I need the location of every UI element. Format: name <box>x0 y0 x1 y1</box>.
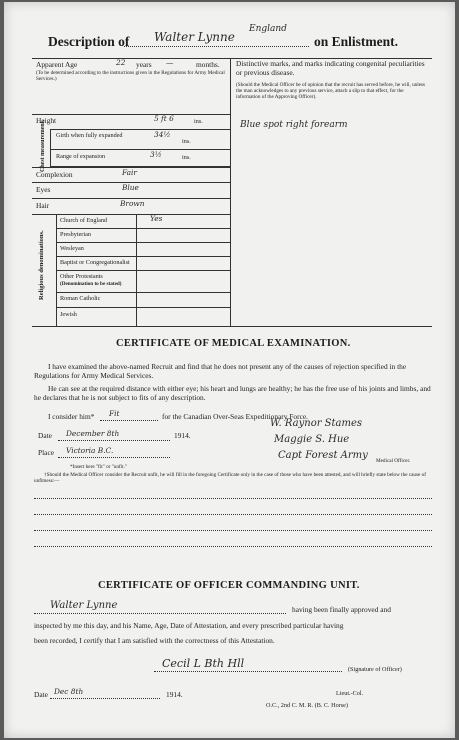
religion-row-rule <box>56 307 230 308</box>
chest-mid-rule <box>50 149 230 150</box>
officer-name-line <box>34 613 286 614</box>
religion-church-of-england-value: Yes <box>150 214 163 223</box>
fit-handwritten: Fit <box>109 409 120 418</box>
range-value: 3½ <box>150 150 162 159</box>
fit-unfit-note: *Insert here "fit" or "unfit." <box>70 464 128 470</box>
medical-officer-label: Medical Officer. <box>376 458 411 464</box>
name-line <box>124 46 309 47</box>
attestation-page <box>4 2 455 738</box>
unfit-cause-line-1 <box>34 498 432 499</box>
age-years-value: 22 <box>116 58 126 67</box>
unfit-cause-line-3 <box>34 530 432 531</box>
religion-row-rule <box>56 270 230 271</box>
medical-place-handwritten: Victoria B.C. <box>66 446 114 455</box>
religion-row-rule <box>56 228 230 229</box>
medical-paragraph-2: He can see at the required distance with either eye; his heart and lungs are healthy; he has the free use of his joints and limbs, and he declares that he is not subject to fits of any description. <box>34 384 431 402</box>
complexion-value: Fair <box>122 168 137 177</box>
hair-value: Brown <box>120 199 145 208</box>
religion-wesleyan: Wesleyan <box>60 245 84 252</box>
height-ins: ins. <box>194 118 203 125</box>
officer-date-line <box>50 698 160 699</box>
officer-certificate-heading: CERTIFICATE OF OFFICER COMMANDING UNIT. <box>98 580 360 591</box>
height-value: 5 ft 6 <box>154 114 174 123</box>
country-handwritten: England <box>249 24 287 34</box>
officer-date-label: Date <box>34 690 48 699</box>
officer-signature-line <box>154 671 342 672</box>
religious-denominations-side-label: Religious denominations. <box>38 230 45 300</box>
eyes-value: Blue <box>122 183 139 192</box>
eyes-label: Eyes <box>36 185 51 194</box>
medical-signature-line-3: Capt Forest Army <box>278 450 368 461</box>
medical-date-handwritten: December 8th <box>66 429 120 438</box>
years-label: years <box>136 60 152 69</box>
religion-row-rule <box>56 256 230 257</box>
religion-roman-catholic: Roman Catholic <box>60 295 101 302</box>
height-rule <box>32 114 230 115</box>
fit-line <box>100 420 158 421</box>
religion-other-protestants: Other Protestants <box>60 273 103 280</box>
recruit-name-handwritten: Walter Lynne <box>154 30 235 44</box>
officer-line-3: been recorded, I certify that I am satisfied with the correctness of this Attestation. <box>34 636 275 645</box>
unfit-cause-line-2 <box>34 514 432 515</box>
officer-signature-handwritten: Cecil L Bth Hll <box>162 657 245 670</box>
apparent-age-label: Apparent Age <box>36 60 78 69</box>
officer-rank: Lieut.-Col. <box>336 690 364 697</box>
religion-denomination-note: (Denomination to be stated) <box>60 281 122 287</box>
column-divider <box>230 58 231 326</box>
unfit-cause-note: †Should the Medical Officer consider the Recruit unfit, he will fill in the foregoing Certificate only in the case of those who have been attested, and will briefly state below the cause of unfitness:— <box>34 472 426 484</box>
distinctive-marks-note: (Should the Medical Officer be of opinion that the recruit has served before, he will, unless the man acknowledges to any previous service, attach a slip to that effect, for the information of the Approving Officer). <box>236 82 426 101</box>
age-months-value: — <box>166 58 174 67</box>
medical-certificate-heading: CERTIFICATE OF MEDICAL EXAMINATION. <box>116 338 351 349</box>
religion-church-of-england: Church of England <box>60 217 108 224</box>
medical-date-label: Date <box>38 431 52 440</box>
officer-date-handwritten: Dec 8th <box>54 687 84 696</box>
girth-label: Girth when fully expanded <box>56 132 123 139</box>
main-box-bottom-rule <box>32 326 432 327</box>
title-right: on Enlistment. <box>314 34 399 49</box>
range-label: Range of expansion <box>56 153 106 160</box>
officer-line-2: inspected by me this day, and his Name, Age, Date of Attestation, and every prescribed particular having <box>34 621 344 630</box>
months-label: months. <box>196 60 220 69</box>
place-line <box>58 457 170 458</box>
range-ins: ins. <box>182 154 191 161</box>
medical-year: 1914. <box>174 431 191 440</box>
religion-jewish: Jewish <box>60 311 77 318</box>
medical-paragraph-1: I have examined the above-named Recruit and find that he does not present any of the causes of rejection specified in the Regulations for Army Medical Services. <box>34 362 407 380</box>
girth-ins: ins. <box>182 138 191 145</box>
date-line <box>58 440 170 441</box>
officer-recruit-name-handwritten: Walter Lynne <box>50 600 118 611</box>
religion-presbyterian: Presbyterian <box>60 231 91 238</box>
hair-label: Hair <box>36 201 50 210</box>
medical-signature-line-1: W. Raynor Stames <box>270 418 363 429</box>
consider-him-label: I consider him* <box>48 412 95 421</box>
unfit-cause-line-4 <box>34 546 432 547</box>
medical-place-label: Place <box>38 448 55 457</box>
chest-measurement-side-label: Chest measurement. <box>40 119 46 172</box>
officer-year: 1914. <box>166 690 183 699</box>
religion-baptist: Baptist or Congregationalist <box>60 259 130 266</box>
distinctive-marks-handwritten: Blue spot right forearm <box>240 120 348 130</box>
distinctive-marks-title: Distinctive marks, and marks indicating congenital peculiarities or previous disease. <box>236 59 425 77</box>
consider-him-rest: for the Canadian Over-Seas Expeditionary Force. <box>162 412 308 421</box>
religion-top-rule <box>32 214 230 215</box>
title-left: Description of <box>48 34 130 49</box>
medical-signature-line-2: Maggie S. Hue <box>274 434 350 445</box>
religion-row-rule <box>56 242 230 243</box>
complexion-label: Complexion <box>36 170 73 179</box>
officer-unit: O.C., 2nd C. M. R. (B. C. Horse) <box>266 702 348 709</box>
girth-value: 34½ <box>154 130 171 139</box>
age-note: (To be determined according to the instructions given in the Regulations for Army Medical Services.) <box>36 70 225 82</box>
height-label: Height <box>36 116 57 125</box>
officer-line-1: having been finally approved and <box>292 605 391 614</box>
signature-of-officer-label: (Signature of Officer) <box>348 666 402 673</box>
religion-row-rule <box>56 292 230 293</box>
